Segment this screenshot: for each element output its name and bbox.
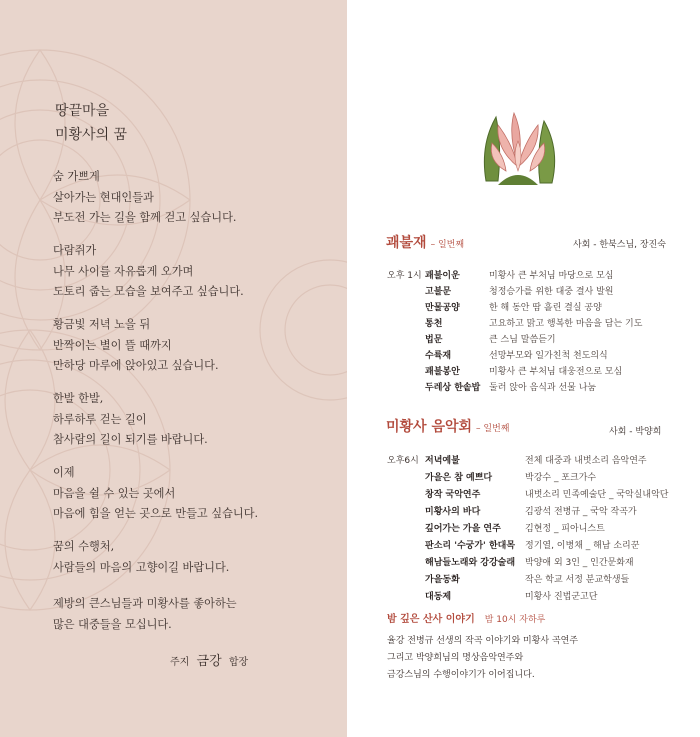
program-desc: 박양애 외 3인 _ 인간문화재 (525, 558, 634, 568)
poem-line: 사람들의 마음의 고향이길 바랍니다. (53, 560, 230, 574)
poem-line: 나무 사이를 자유롭게 오가며 (53, 264, 194, 278)
poem-stanza (53, 594, 237, 635)
program-name: 괘불봉안 (425, 367, 460, 377)
talk-line: 율강 전병규 선생의 작곡 이야기와 미황사 곡연주 (387, 636, 579, 646)
talk-title (387, 610, 545, 625)
signature-suffix: 합장 (228, 657, 249, 668)
poem-line: 부도전 가는 길을 함께 걷고 싶습니다. (53, 211, 237, 225)
program-desc: 정기열, 이병채 _ 해남 소리꾼 (525, 541, 640, 551)
program-desc: 전체 대중과 내벗소리 음악연주 (525, 456, 647, 466)
talk-line: 금강스님의 수행이야기가 이어집니다. (387, 670, 535, 680)
signature-name: 금강 (196, 654, 222, 669)
program-desc: 김현정 _ 피아니스트 (525, 524, 605, 534)
poem-stanza (53, 463, 258, 525)
poem-line: 이제 (53, 466, 75, 479)
poem-line: 하루하루 걷는 길이 (53, 412, 147, 426)
concert-title (386, 416, 509, 436)
ceremony-host: 사회 - 한북스님, 장진숙 (573, 240, 666, 250)
program-name: 깊어가는 가을 연주 (425, 524, 501, 534)
concert-title-main: 미황사 음악회 (386, 419, 473, 435)
program-name: 대동제 (425, 592, 452, 602)
program-desc: 미황사 큰 부처님 마당으로 모심 (489, 271, 614, 281)
poem-line: 한발 한발, (53, 392, 104, 405)
program-desc: 선망부모와 일가친척 천도의식 (489, 351, 608, 361)
poem-line: 만하당 마루에 앉아있고 싶습니다. (53, 359, 219, 373)
program-name: 가을은 참 예쁘다 (425, 473, 493, 483)
ceremony-title-main: 괘불재 (386, 235, 427, 251)
program-desc: 한 해 동안 땀 흘린 결실 공양 (489, 303, 602, 313)
concert-host: 사회 - 박양희 (609, 427, 662, 437)
program-name: 창작 국악연주 (425, 490, 481, 500)
program-name: 두레상 한솥밥 (425, 383, 481, 393)
program-name: 저녁예불 (425, 456, 460, 466)
poem-line: 많은 대중들을 모십니다. (53, 617, 172, 631)
program-name: 통천 (425, 319, 443, 329)
ceremony-title (386, 232, 464, 252)
talk-line: 그리고 박양희님의 명상음악연주와 (387, 653, 524, 663)
poem-stanza (53, 315, 219, 377)
program-desc: 미황사 큰 부처님 대웅전으로 모심 (489, 367, 623, 377)
poem-stanza (53, 537, 229, 578)
poem-line: 마음에 힘을 얻는 곳으로 만들고 싶습니다. (53, 507, 259, 521)
poem-line: 꿈의 수행처, (53, 540, 115, 553)
program-desc: 김광석 전병규 _ 국악 작곡가 (525, 507, 637, 517)
program-desc: 큰 스님 말씀듣기 (489, 335, 556, 345)
program-name: 고불문 (425, 287, 452, 297)
concert-time: 오후6시 (387, 456, 419, 466)
program-name: 판소리 '수궁가' 한대목 (425, 541, 516, 551)
signature (170, 650, 248, 669)
program-name: 해남들노래와 강강술래 (425, 558, 516, 568)
program-name: 괘불이운 (425, 271, 460, 281)
poem-stanza (53, 167, 236, 229)
program-desc: 박강수 _ 포크가수 (525, 473, 597, 483)
poem-line: 참사람의 길이 되기를 바랍니다. (53, 433, 208, 447)
ceremony-time: 오후 1시 (387, 271, 422, 281)
lotus-flower-icon (478, 105, 560, 187)
program-name: 만물공양 (425, 303, 460, 313)
poem-stanza (53, 389, 208, 451)
poem-line: 숨 가쁘게 (53, 170, 100, 183)
concert-subtitle: – 일번째 (476, 424, 510, 434)
signature-prefix: 주지 (170, 657, 190, 668)
poem-line: 마음을 쉴 수 있는 곳에서 (53, 486, 176, 500)
program-desc: 작은 학교 서정 분교학생들 (525, 575, 630, 585)
poem-line: 반짝이는 별이 뜰 때까지 (53, 338, 172, 352)
poem-line: 다람쥐가 (53, 244, 97, 257)
page-title-line-1: 땅끝마을 (55, 103, 110, 119)
program-name: 미황사의 바다 (425, 507, 481, 517)
poem-stanza (53, 241, 244, 303)
left-page (0, 0, 347, 737)
ceremony-subtitle: – 일번째 (430, 240, 465, 250)
poem-line: 황금빛 저녁 노을 뒤 (53, 318, 151, 331)
program-desc: 둘러 앉아 음식과 선물 나눔 (489, 383, 597, 393)
program-desc: 고요하고 맑고 행복한 마음을 담는 기도 (489, 319, 643, 329)
program-desc: 내벗소리 민족예술단 _ 국악실내악단 (525, 490, 669, 500)
page-title-line-2: 미황사의 꿈 (55, 127, 128, 143)
talk-time: 밤 10시 자하루 (484, 615, 546, 625)
talk-title-main: 밤 깊은 산사 이야기 (387, 614, 475, 625)
program-desc: 청정승가를 위한 대중 결사 발원 (489, 287, 614, 297)
program-desc: 미황사 진법군고단 (525, 592, 598, 602)
poem-line: 도토리 줍는 모습을 보여주고 싶습니다. (53, 285, 244, 299)
program-name: 가을동화 (425, 575, 460, 585)
program-name: 법문 (425, 335, 443, 345)
program-name: 수륙재 (425, 351, 452, 361)
poem-line: 제방의 큰스님들과 미황사를 좋아하는 (53, 597, 237, 610)
poem-line: 살아가는 현대인들과 (53, 190, 154, 204)
